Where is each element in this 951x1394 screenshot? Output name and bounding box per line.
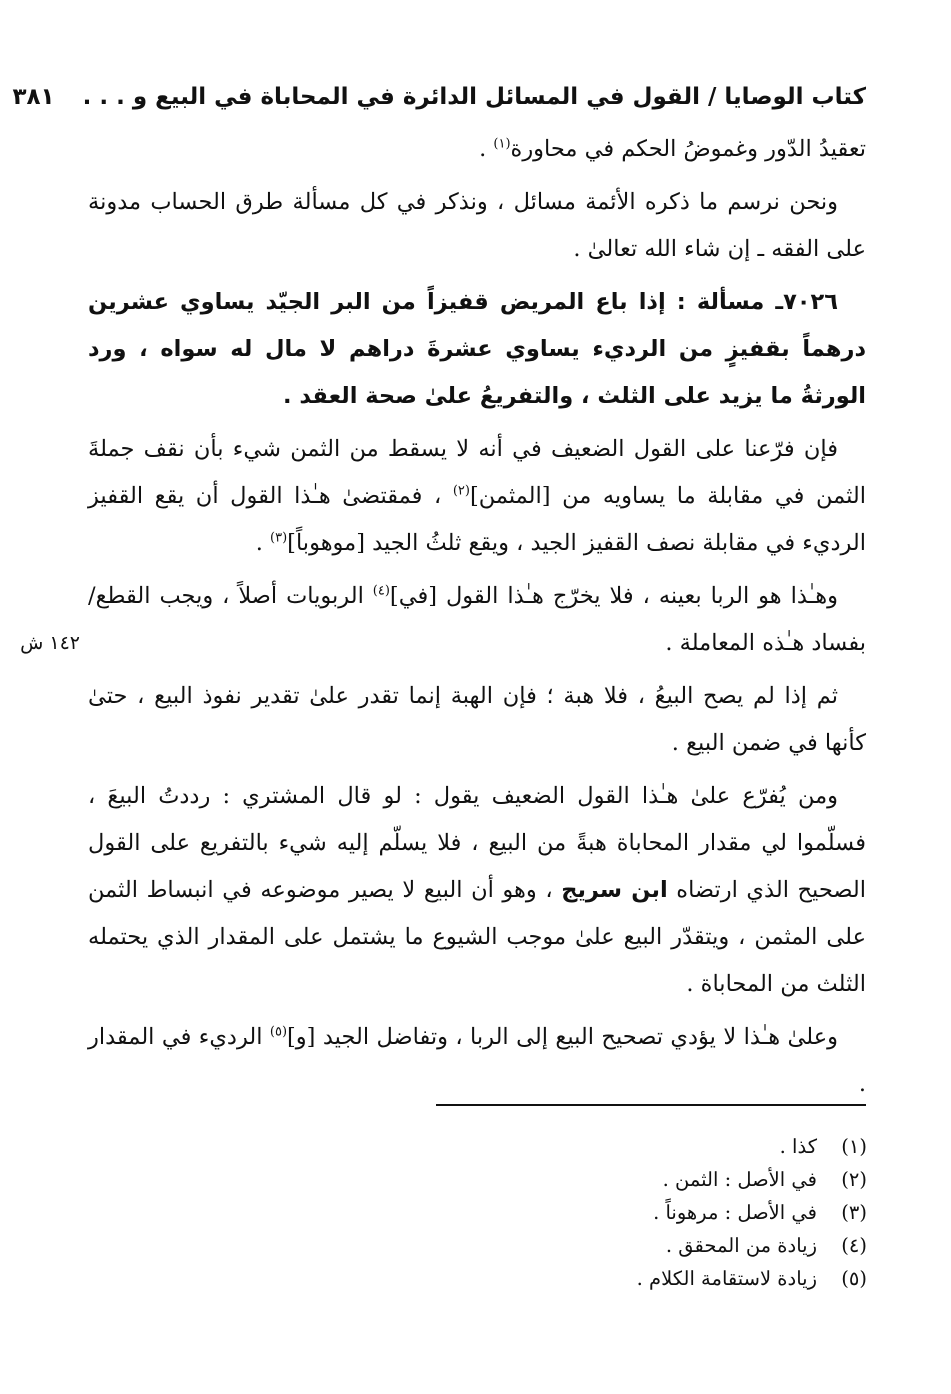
footnote-text: في الأصل : الثمن . <box>662 1168 817 1191</box>
paragraph-5-text-b: الربويات أصلاً ، ويجب القطع/ بفساد هـٰذه المعاملة . <box>88 583 866 656</box>
footnote-2 <box>467 1163 867 1196</box>
footnote-ref-4: (٤) <box>372 583 390 599</box>
paragraph-4-end: . <box>255 530 271 556</box>
paragraph-7-text-b: ، وهو أن البيع لا يصير موضوعه في انبساط الثمن على المثمن ، ويتقدّر البيع علىٰ موجب الشيوع ما يشتمل على المقدار الذي يحتمله الثلث من المحاباة . <box>88 877 866 997</box>
paragraph-1 <box>88 126 866 173</box>
paragraph-2: ونحن نرسم ما ذكره الأئمة مسائل ، ونذكر في كل مسألة طرق الحساب مدونة على الفقه ـ إن شاء الله تعالىٰ . <box>88 189 866 262</box>
page-number: ٣٨١ <box>12 84 55 110</box>
footnote-1 <box>467 1130 867 1163</box>
main-text <box>88 126 866 1114</box>
footnote-ref-3: (٣) <box>270 530 288 546</box>
footnote-5 <box>467 1262 867 1295</box>
paragraph-4-text-a: فإن فرّعنا على القول الضعيف في أنه لا يسقط من الثمن شيء بأن نقف جملةَ الثمن في مقابلة ما يساويه من [المثمن] <box>88 436 866 509</box>
footnote-separator <box>436 1104 866 1106</box>
footnote-ref-1: (١) <box>493 136 511 152</box>
running-header <box>12 74 866 120</box>
footnote-text: زيادة لاستقامة الكلام . <box>636 1267 817 1290</box>
footnote-4 <box>467 1229 867 1262</box>
footnote-ref-5: (٥) <box>269 1024 288 1040</box>
manuscript-folio-note: ١٤٢ ش <box>20 632 80 654</box>
paragraph-5 <box>88 573 866 667</box>
footnote-ref-2: (٢) <box>452 483 470 499</box>
paragraph-8-text-b: الرديء في المقدار . <box>88 1024 866 1097</box>
footnote-text: كذا . <box>779 1135 817 1158</box>
paragraph-7-text-a: ومن يُفرّع علىٰ هـٰذا القول الضعيف يقول : لو قال المشتري : رددتُ البيعَ ، فسلّموا لي مقدار المحاباة هبةً من البيع ، فلا يسلّم إليه شيء بالتفريع على القول الصحيح الذي ارتضاه <box>88 783 866 903</box>
masala-7026: ٧٠٢٦ـ مسألة : إذا باع المريض قفيزاً من البر الجيّد يساوي عشرين درهماً بقفيزٍ من الرديء يساوي عشرةَ دراهم لا مال له سواه ، ورد الورثةُ ما يزيد على الثلث ، والتفريعُ علىٰ صحة العقد . <box>88 289 866 409</box>
footnote-number: (٣) <box>841 1201 867 1224</box>
paragraph-8-text-a: وعلىٰ هـٰذا لا يؤدي تصحيح البيع إلى الربا ، وتفاضل الجيد [و] <box>287 1024 838 1050</box>
footnote-number: (٢) <box>841 1168 867 1191</box>
paragraph-8 <box>88 1014 866 1108</box>
footnote-number: (٤) <box>841 1234 867 1257</box>
paragraph-7 <box>88 773 866 1008</box>
paragraph-5-text-a: وهـٰذا هو الربا بعينه ، فلا يخرّج هـٰذا القول [في] <box>389 583 838 609</box>
paragraph-1-text: تعقيدُ الدّور وغموضُ الحكم في محاورة <box>510 136 866 162</box>
ibn-surayj-name: ابن سريج <box>561 877 668 903</box>
paragraph-4 <box>88 426 866 567</box>
footnote-text: زيادة من المحقق . <box>665 1234 817 1257</box>
footnote-3 <box>467 1196 867 1229</box>
header-title: كتاب الوصايا / القول في المسائل الدائرة في المحاباة في البيع و . . . <box>82 84 866 110</box>
paragraph-1-end: . <box>479 136 494 162</box>
footnote-number: (١) <box>841 1135 867 1158</box>
footnote-number: (٥) <box>841 1267 867 1290</box>
paragraph-4-text-b: ، فمقتضىٰ هـٰذا القول أن يقع القفيز الرديء في مقابلة نصف القفيز الجيد ، ويقع ثلثُ الجيد [موهوباً] <box>88 483 866 556</box>
footnote-text: في الأصل : مرهوناً . <box>653 1201 817 1224</box>
footnotes <box>467 1130 867 1295</box>
paragraph-6: ثم إذا لم يصح البيعُ ، فلا هبة ؛ فإن الهبة إنما تقدر علىٰ تقدير نفوذ البيع ، حتىٰ كأنها في ضمن البيع . <box>88 683 866 756</box>
